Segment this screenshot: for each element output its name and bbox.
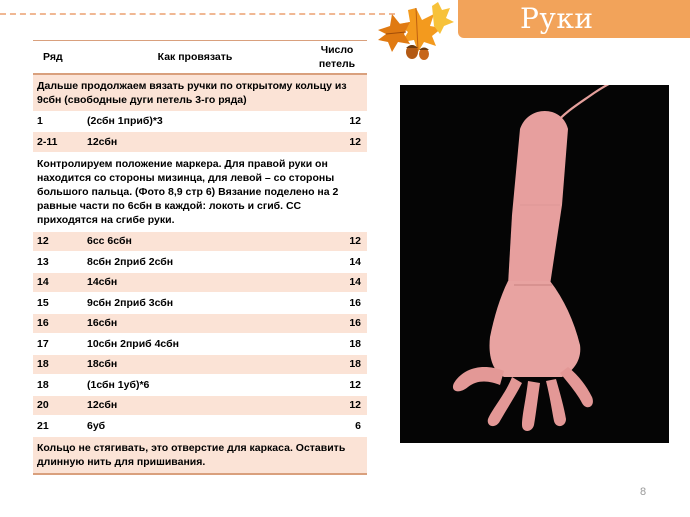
table-row: [33, 231, 367, 252]
instruction-cell: 8сбн 2приб 2сбн: [83, 252, 307, 273]
table-row: [33, 272, 367, 293]
table-body: [33, 74, 367, 474]
instruction-cell: 18сбн: [83, 354, 307, 375]
instruction-cell: 6сс 6сбн: [83, 231, 307, 252]
stitch-count-cell: 6: [307, 416, 367, 437]
header-how-to-knit: Как провязать: [83, 41, 307, 74]
row-number-cell: 17: [33, 334, 83, 355]
stitch-count-cell: 14: [307, 252, 367, 273]
table-row: [33, 334, 367, 355]
table-row: [33, 293, 367, 314]
table-note-row: [33, 74, 367, 112]
stitch-count-cell: 16: [307, 313, 367, 334]
stitch-count-cell: 12: [307, 231, 367, 252]
pattern-table-wrapper: [33, 40, 367, 475]
instruction-cell: 12сбн: [83, 395, 307, 416]
header-row-number: Ряд: [33, 41, 83, 74]
instruction-cell: 12сбн: [83, 132, 307, 153]
top-dashed-line: [0, 13, 395, 15]
pattern-table: [33, 40, 367, 475]
stitch-count-cell: 18: [307, 334, 367, 355]
stitch-count-cell: 12: [307, 111, 367, 132]
stitch-count-cell: 12: [307, 395, 367, 416]
instruction-cell: (2сбн 1приб)*3: [83, 111, 307, 132]
instruction-cell: 16сбн: [83, 313, 307, 334]
note-text: Кольцо не стягивать, это отверстие для каркаса. Оставить длинную нить для пришивания.: [33, 436, 367, 474]
instruction-cell: 14сбн: [83, 272, 307, 293]
page-title: Руки: [520, 2, 594, 35]
header-stitch-count-label: Число петель: [318, 43, 356, 70]
table-row: [33, 416, 367, 437]
stitch-count-cell: 16: [307, 293, 367, 314]
row-number-cell: 14: [33, 272, 83, 293]
table-row: [33, 252, 367, 273]
instruction-cell: 10сбн 2приб 4сбн: [83, 334, 307, 355]
note-text: Контролируем положение маркера. Для правой руки он находится со стороны мизинца, для левой – со стороны большого пальца. (Фото 8,9 стр 6) Вязание поделено на 2 равные части по 6сбн в каждой: локоть и сгиб. СС приходятся на сгибе руки.: [33, 152, 367, 231]
table-row: [33, 132, 367, 153]
table-row: [33, 354, 367, 375]
instruction-cell: 6уб: [83, 416, 307, 437]
row-number-cell: 21: [33, 416, 83, 437]
row-number-cell: 15: [33, 293, 83, 314]
page-number: 8: [640, 486, 647, 498]
row-number-cell: 18: [33, 375, 83, 396]
table-row: [33, 111, 367, 132]
row-number-cell: 1: [33, 111, 83, 132]
row-number-cell: 13: [33, 252, 83, 273]
instruction-cell: (1сбн 1уб)*6: [83, 375, 307, 396]
table-row: [33, 375, 367, 396]
stitch-count-cell: 14: [307, 272, 367, 293]
header-stitch-count: [307, 41, 367, 74]
row-number-cell: 2-11: [33, 132, 83, 153]
row-number-cell: 20: [33, 395, 83, 416]
note-text: Дальше продолжаем вязать ручки по открытому кольцу из 9сбн (свободные дуги петель 3-го ряда): [33, 74, 367, 112]
row-number-cell: 16: [33, 313, 83, 334]
table-note-row: [33, 436, 367, 474]
autumn-leaves-icon: [376, 0, 466, 70]
instruction-cell: 9сбн 2приб 3сбн: [83, 293, 307, 314]
row-number-cell: 12: [33, 231, 83, 252]
table-note-row: [33, 152, 367, 231]
row-number-cell: 18: [33, 354, 83, 375]
stitch-count-cell: 18: [307, 354, 367, 375]
table-header-row: [33, 41, 367, 74]
stitch-count-cell: 12: [307, 375, 367, 396]
table-row: [33, 313, 367, 334]
stitch-count-cell: 12: [307, 132, 367, 153]
crocheted-arm-photo: [400, 85, 669, 443]
table-row: [33, 395, 367, 416]
